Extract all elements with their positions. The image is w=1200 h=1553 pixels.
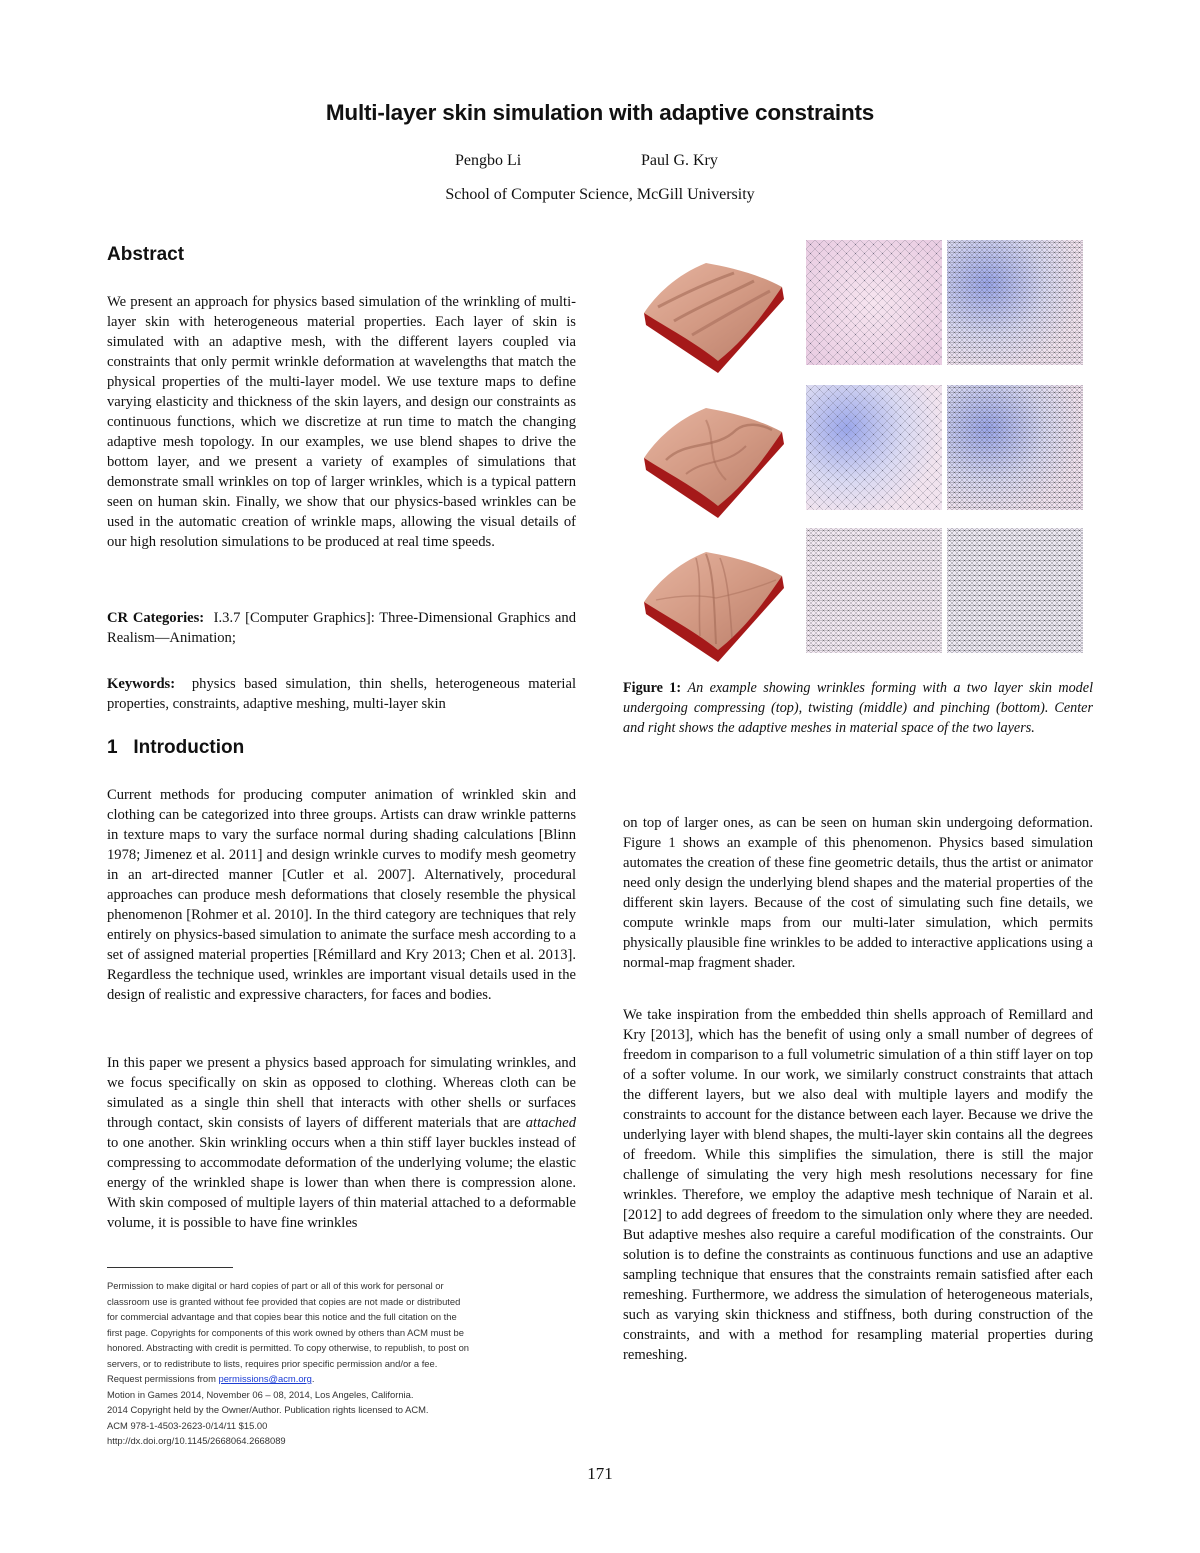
page-number: 171 [587, 1464, 613, 1483]
keywords-text: physics based simulation, thin shells, heterogeneous material properties, constraints, adaptive meshing, multi-layer skin [107, 676, 576, 712]
mesh-panel-top-layer2 [947, 240, 1083, 365]
intro-paragraph [107, 1053, 576, 1233]
abstract-text: We present an approach for physics based simulation of the wrinkling of multi-layer skin with heterogeneous material properties. Each layer of skin is simulated with an adaptive mesh, with the different layers coupled via constraints that only permit wrinkle deformation at wavelengths that match the physical properties of the multi-layer model. We use texture maps to define varying elasticity and thickness of the skin layers, and design our constraints as continuous functions, which we discretize at run time to match the changing adaptive mesh topology. In our examples, we use blend shapes to drive the bottom layer, and we present a variety of examples of simulations that demonstrate small wrinkles on top of larger wrinkles, which is a typical pattern seen on human skin. Finally, we show that our physics-based wrinkles can be used in the automatic creation of wrinkle maps, allowing the visual details of our high resolution simulations to be produced at real time speeds. [107, 294, 576, 550]
mesh-panel-middle-layer2 [947, 385, 1083, 510]
footnote-line: honored. Abstracting with credit is permitted. To copy otherwise, to republish, to post on [107, 1342, 469, 1353]
section-heading-introduction: 1 Introduction [107, 737, 245, 758]
emphasized-word: attached [525, 1115, 576, 1131]
mesh-panel-bottom-layer1 [806, 528, 942, 653]
intro-text: to one another. Skin wrinkling occurs when a thin stiff layer buckles instead of compressing to accommodate deformation of the underlying volume; the elastic energy of the wrinkled shape is lower than when there is compression alone. With skin composed of multiple layers of thin material attached to a deformable volume, it is possible to have fine wrinkles [107, 1135, 576, 1231]
footnote [107, 1278, 577, 1449]
footnote-isbn: ACM 978-1-4503-2623-0/14/11 $15.00 [107, 1419, 268, 1431]
figure-caption-text: An example showing wrinkles forming with a two layer skin model undergoing compressing (top), twisting (middle) and pinching (bottom). Center and right shows the adaptive meshes in material space of the two layers. [623, 680, 1094, 736]
paper-title: Multi-layer skin simulation with adaptive constraints [325, 100, 875, 125]
footnote-line: for commercial advantage and that copies bear this notice and the full citation on the [107, 1311, 457, 1322]
footnote-request-prefix: Request permissions from [107, 1373, 219, 1384]
figure-caption [623, 678, 1093, 738]
cr-categories-label: CR Categories: [107, 610, 205, 626]
permissions-email-link[interactable]: permissions@acm.org [218, 1373, 312, 1384]
mesh-panel-middle-layer1 [806, 385, 942, 510]
footnote-doi: http://dx.doi.org/10.1145/2668064.2668089 [107, 1435, 286, 1446]
skin-slab-pinching [636, 544, 796, 664]
author-name: Pengbo Li [455, 152, 522, 169]
abstract-heading: Abstract [107, 244, 185, 265]
intro-paragraph: on top of larger ones, as can be seen on human skin undergoing deformation. Figure 1 shows an example of this phenomenon. Physics based simulation automates the creation of these fine geometric details, thus the artist or animator need only design the underlying blend shapes and the material properties of the different skin layers. Because of the cost of simulating such fine details, we compute wrinkle maps from our multi-later simulation, which permits physically plausible fine wrinkles to be added to interactive applications using a normal-map fragment shader. [623, 815, 1093, 971]
author-name: Paul G. Kry [641, 152, 718, 169]
mesh-panel-top-layer1 [806, 240, 942, 365]
intro-paragraph: We take inspiration from the embedded thin shells approach of Remillard and Kry [2013], which has the benefit of using only a small number of degrees of freedom in comparison to a full volumetric simulation of a thin stiff layer on top of a softer volume. In our work, we similarly construct constraints that attach the different layers, but we also deal with multiple layers and modify the constraints to account for the distance between each layer. Because we drive the underlying layer with blend shapes, the multi-layer skin contains all the degrees of freedom. While this simplifies the simulation, there is still the major challenge of simulating the very high mesh resolutions necessary for fine wrinkles. Therefore, we employ the adaptive mesh technique of Narain et al. [2012] to add degrees of freedom to the simulation only where they are needed. But adaptive meshes also require a careful modification of the constraints. Our solution is to define the constraints as continuous functions and use an adaptive sampling technique that ensures that the constraints remain satisfied after each remeshing. Furthermore, we address the simulation of heterogeneous materials, such as varying skin thickness and stiffness, both during construction of the constraints, and with a method for resampling material properties during remeshing. [623, 1007, 1093, 1363]
cr-categories-text: I.3.7 [Computer Graphics]: Three-Dimensional Graphics and Realism—Animation; [107, 610, 576, 646]
footnote-line: first page. Copyrights for components of this work owned by others than ACM must be [107, 1326, 464, 1338]
keywords [107, 674, 576, 714]
footnote-divider [107, 1267, 233, 1268]
footnote-venue: Motion in Games 2014, November 06 – 08, 2014, Los Angeles, California. [107, 1388, 414, 1400]
skin-slab-twisting [636, 400, 796, 520]
affiliation: School of Computer Science, McGill University [445, 186, 755, 203]
intro-paragraph: Current methods for producing computer animation of wrinkled skin and clothing can be categorized into three groups. Artists can draw wrinkle patterns in texture maps to vary the surface normal during shading calculations [Blinn 1978; Jimenez et al. 2011] and design wrinkle curves to modify mesh geometry in an art-directed manner [Cutler et al. 2007]. Alternatively, procedural approaches can produce mesh deformations that closely resemble the physical phenomenon [Rohmer et al. 2010]. In the third category are techniques that rely entirely on physics-based simulation to animate the surface mesh according to a set of assigned material properties [Rémillard and Kry 2013; Chen et al. 2013]. Regardless the technique used, wrinkles are important visual details used in the design of realistic and expressive characters, for faces and bodies. [107, 787, 576, 1003]
skin-slab-compressing [636, 255, 796, 375]
footnote-request-line: Request permissions from permissions@acm.org. [107, 1373, 315, 1384]
footnote-line: servers, or to redistribute to lists, requires prior specific permission and/or a fee. [107, 1357, 438, 1369]
keywords-label: Keywords: [107, 676, 176, 692]
footnote-copyright: 2014 Copyright held by the Owner/Author. Publication rights licensed to ACM. [107, 1404, 429, 1415]
mesh-panel-bottom-layer2 [947, 528, 1083, 653]
cr-categories [107, 608, 576, 648]
footnote-line: Permission to make digital or hard copies of part or all of this work for personal or [107, 1280, 444, 1291]
figure-label: Figure 1: [623, 680, 682, 696]
intro-text: In this paper we present a physics based approach for simulating wrinkles, and we focus specifically on skin as opposed to clothing. Whereas cloth can be simulated as a single thin shell that interacts with other shells or surfaces through contact, skin consists of layers of different materials that are [107, 1055, 576, 1131]
footnote-line: classroom use is granted without fee provided that copies are not made or distributed [107, 1295, 461, 1307]
